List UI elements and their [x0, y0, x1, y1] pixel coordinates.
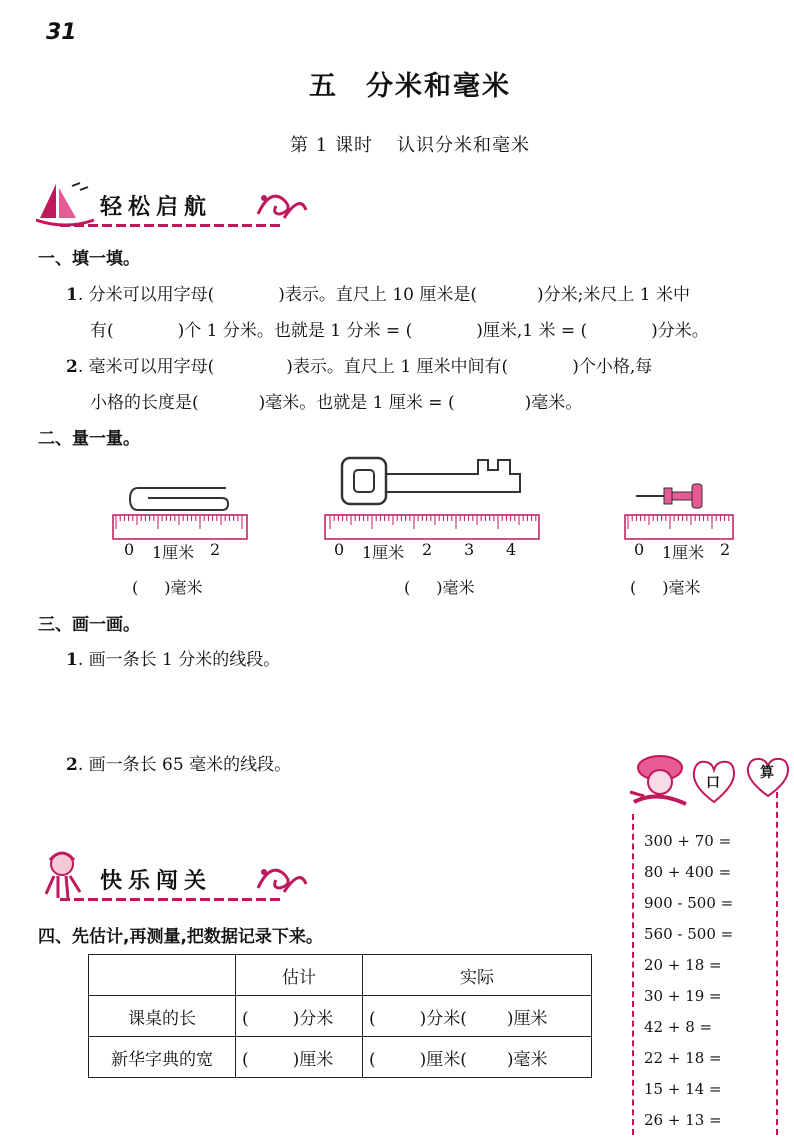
oral-calc-item[interactable]: 900 - 500 =	[644, 894, 734, 912]
actual-cell[interactable]: ( )分米( )厘米	[363, 996, 592, 1037]
estimate-cell[interactable]: ( )分米	[236, 996, 363, 1037]
oral-calc-title-b: 算	[760, 765, 774, 781]
table-header-estimate: 估计	[236, 955, 363, 996]
table-header-actual: 实际	[363, 955, 592, 996]
unit-title	[0, 64, 794, 103]
oral-calc-item[interactable]: 15 + 14 =	[644, 1080, 722, 1098]
oral-calc-title-a: 口	[706, 775, 720, 791]
row-label: 课桌的长	[89, 996, 236, 1037]
banner-title: 轻松启航	[100, 195, 213, 220]
cartoon-kid-icon	[36, 848, 92, 902]
ruler-1-caption: ( )毫米	[132, 578, 203, 597]
section4-heading: 四、先估计,再测量,把数据记录下来。	[38, 927, 323, 947]
q2-line2: 小格的长度是( )毫米。也就是 1 厘米 = ( )毫米。	[90, 393, 583, 413]
unit-number: 五	[309, 71, 338, 102]
banner-happy-challenge	[36, 848, 306, 904]
swirl-ornament-icon	[250, 858, 310, 902]
section1-heading: 一、填一填。	[38, 249, 140, 269]
unit-name: 分米和毫米	[366, 71, 511, 102]
ruler-2-label-0: 0	[334, 540, 345, 559]
ruler-3-label-2: 2	[720, 540, 731, 559]
draw-area-2[interactable]	[90, 780, 590, 840]
girl-with-hat-icon	[626, 752, 696, 816]
oral-calc-list	[644, 832, 733, 1142]
table-header-blank	[89, 955, 236, 996]
oral-calc-item[interactable]: 80 + 400 =	[644, 863, 732, 881]
measure-key	[324, 454, 544, 597]
oral-calc-panel	[626, 752, 786, 1135]
lesson-title	[0, 131, 794, 157]
key-icon	[338, 454, 538, 510]
swirl-ornament-icon	[250, 184, 310, 228]
q1-number: 1	[66, 285, 78, 305]
section3-heading: 三、画一画。	[38, 615, 140, 635]
ruler-2-label-4: 4	[506, 540, 517, 559]
ruler-3-caption: ( )毫米	[630, 578, 701, 597]
estimate-cell[interactable]: ( )厘米	[236, 1037, 363, 1078]
q1-line2: 有( )个 1 分米。也就是 1 分米 = ( )厘米,1 米 = ( )分米。	[90, 321, 709, 341]
page-number: 31	[46, 20, 77, 45]
oral-calc-item[interactable]: 22 + 18 =	[644, 1049, 722, 1067]
ruler-2	[324, 514, 540, 540]
ruler-2-caption: ( )毫米	[404, 578, 475, 597]
lesson-name: 认识分米和毫米	[396, 135, 530, 156]
draw-q1: 1. 画一条长 1 分米的线段。	[66, 650, 281, 670]
ruler-1	[112, 514, 248, 540]
pushpin-icon	[634, 478, 714, 514]
ruler-3	[624, 514, 734, 540]
oral-calc-border-right	[776, 792, 780, 1135]
row-label: 新华字典的宽	[89, 1037, 236, 1078]
banner-easy-start	[36, 180, 306, 230]
ruler-1-label-1: 1厘米	[152, 543, 195, 562]
oral-calc-item[interactable]: 30 + 19 =	[644, 987, 722, 1005]
ruler-3-label-0: 0	[634, 540, 645, 559]
paperclip-icon	[126, 482, 236, 518]
oral-calc-border-left	[632, 814, 636, 1135]
section2-heading: 二、量一量。	[38, 429, 140, 449]
measure-table	[88, 954, 592, 1078]
ruler-2-label-1: 1厘米	[362, 543, 405, 562]
banner-underline	[60, 224, 280, 227]
table-header-row	[89, 955, 592, 996]
ruler-1-label-0: 0	[124, 540, 135, 559]
oral-calc-item[interactable]: 42 + 8 =	[644, 1018, 713, 1036]
banner-underline	[60, 898, 280, 901]
q1-line1: 1. 分米可以用字母( )表示。直尺上 10 厘米是( )分米;米尺上 1 米中	[66, 285, 690, 305]
draw-q2: 2. 画一条长 65 毫米的线段。	[66, 755, 292, 775]
oral-calc-item[interactable]: 300 + 70 =	[644, 832, 732, 850]
table-row	[89, 996, 592, 1037]
ruler-2-label-3: 3	[464, 540, 475, 559]
ruler-2-label-2: 2	[422, 540, 433, 559]
table-row	[89, 1037, 592, 1078]
measure-paperclip	[112, 474, 252, 597]
q2-line1: 2. 毫米可以用字母( )表示。直尺上 1 厘米中间有( )个小格,每	[66, 357, 653, 377]
draw-area-1[interactable]	[90, 675, 590, 735]
q2-number: 2	[66, 357, 78, 377]
ruler-1-label-2: 2	[210, 540, 221, 559]
oral-calc-item[interactable]: 20 + 18 =	[644, 956, 722, 974]
measure-pushpin	[624, 478, 736, 597]
banner-title-2: 快乐闯关	[100, 869, 213, 894]
sailboat-icon	[36, 180, 96, 228]
oral-calc-item[interactable]: 560 - 500 =	[644, 925, 734, 943]
oral-calc-item[interactable]: 26 + 13 =	[644, 1111, 722, 1129]
ruler-3-label-1: 1厘米	[662, 543, 705, 562]
actual-cell[interactable]: ( )厘米( )毫米	[363, 1037, 592, 1078]
lesson-number: 第 1 课时	[290, 135, 373, 156]
